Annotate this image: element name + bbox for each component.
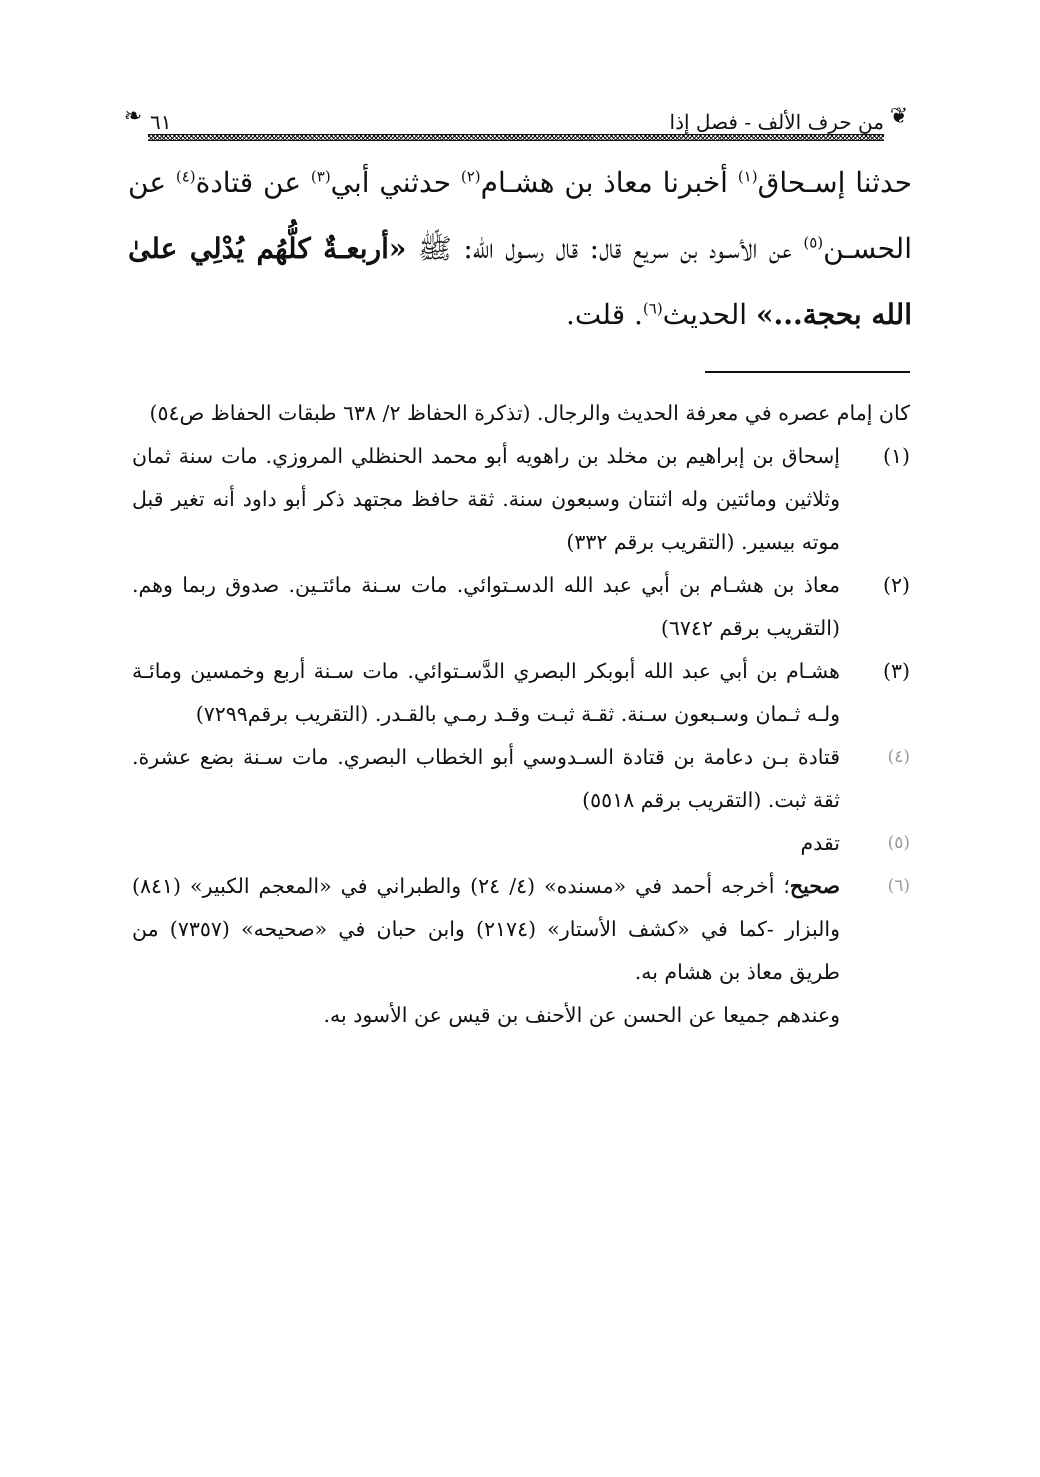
main-text-segment: حدثني أبي	[330, 166, 461, 199]
footnote-ref: (٦)	[642, 299, 663, 318]
footnote-text: ؛ أخرجه أحمد في «مسنده» (٤/ ٢٤) والطبراني في «المعجم الكبير» (٨٤١) والبزار -كما في «كشف الأستار» (٢١٧٤) وابن حبان في «صحيحه» (٧٣٥٧) من طريق معاذ بن هشام به.	[132, 874, 841, 984]
header-ornamental-rule	[148, 134, 884, 141]
main-text-segment: عن قتادة	[195, 166, 311, 199]
footnote-6-continuation: وعندهم جميعا عن الحسن عن الأحنف بن قيس عن الأسود به.	[323, 1003, 840, 1027]
hadith-quote: «أربعـةٌ كلُّهُم يُدْلِي علىٰ الله بحجة...»	[128, 232, 912, 331]
footnote-ref: (٣)	[310, 167, 331, 186]
header-title: من حرف الألف - فصل إذا	[669, 110, 884, 134]
main-text	[128, 150, 912, 348]
main-text-segment: عن الأسـود بن سريع قال: قال رسـول الله: ﷺ	[406, 232, 804, 265]
header-ornament-left-icon: ❧	[123, 104, 143, 129]
footnote-number: (٣)	[882, 659, 910, 683]
footnote-separator	[705, 371, 910, 373]
footnote-number: (١)	[882, 444, 910, 468]
footnote-4	[132, 736, 910, 822]
footnote-6	[132, 865, 910, 994]
footnote-number: (٤)	[887, 747, 910, 767]
footnote-2	[132, 564, 910, 650]
main-text-segment: حدثنا إسـحاق	[757, 166, 912, 199]
main-text-segment: . قلت.	[566, 298, 643, 331]
footnote-number: (٥)	[887, 833, 910, 853]
footnote-number: (٦)	[887, 876, 910, 896]
grading-label: صحيح	[789, 874, 840, 898]
main-text-segment: عن الحسـن	[128, 166, 912, 265]
footnote-text: هشـام بن أبي عبد الله أبوبكر البصري الدَّسـتوائي. مات سـنة أربع وخمسين ومائـة ولـه ثـمان وسـبعون سـنة. ثقـة ثبـت وقـد رمـي بالقـدر. (التقريب برقم٧٢٩٩)	[132, 659, 840, 726]
footnote-5	[132, 822, 910, 865]
continued-note: كان إمام عصره في معرفة الحديث والرجال. (تذكرة الحفاظ ٢/ ٦٣٨ طبقات الحفاظ ص٥٤)	[149, 401, 910, 425]
footnote-1	[132, 435, 910, 564]
footnote-text: معاذ بن هشـام بن أبي عبد الله الدسـتوائي. مات سـنة مائتـين. صدوق ربما وهم. (التقريب برقم ٦٧٤٢)	[132, 573, 840, 640]
footnote-ref: (١)	[737, 167, 758, 186]
footnote-3	[132, 650, 910, 736]
page-header	[120, 96, 912, 140]
main-text-segment: أخبرنا معاذ بن هشـام	[480, 166, 738, 199]
header-ornament-right-icon: ❦	[889, 104, 909, 129]
footnote-ref: (٢)	[460, 167, 481, 186]
page-number: ٦١	[150, 110, 172, 134]
footnote-text: إسحاق بن إبراهيم بن مخلد بن راهويه أبو محمد الحنظلي المروزي. مات سنة ثمان وثلاثين ومائتين وله اثنتان وسبعون سنة. ثقة حافظ مجتهد ذكر أبو داود أنه تغير قبل موته بيسير. (التقريب برقم ٣٣٢)	[132, 444, 840, 554]
footnote-ref: (٥)	[803, 233, 824, 252]
footnote-text: تقدم	[800, 831, 840, 855]
main-text-segment: الحديث	[662, 298, 756, 331]
footnote-number: (٢)	[882, 573, 910, 597]
footnote-ref: (٤)	[175, 167, 196, 186]
footnotes	[132, 392, 910, 1037]
footnote-text: قتادة بـن دعامة بن قتادة السـدوسي أبو الخطاب البصري. مات سـنة بضع عشرة. ثقة ثبت. (التقريب برقم ٥٥١٨)	[132, 745, 840, 812]
